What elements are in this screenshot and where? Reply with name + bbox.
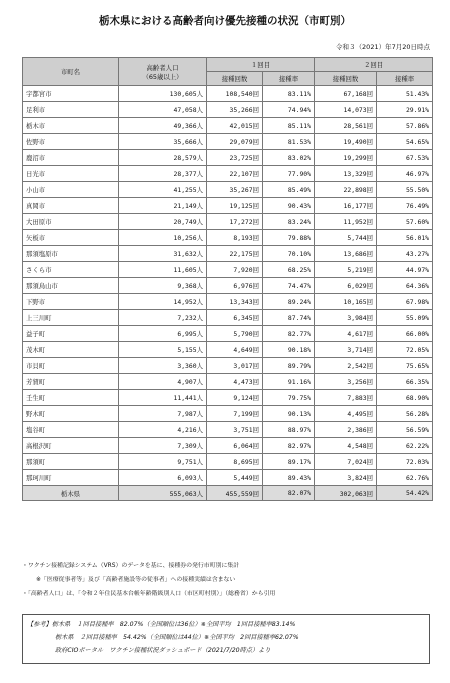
cell-dose2-count: 14,073回 <box>315 102 377 118</box>
cell-dose1-rate: 81.53% <box>263 134 315 150</box>
table-row <box>23 166 433 182</box>
cell-dose2-rate: 51.43% <box>377 86 433 102</box>
cell-dose2-rate: 57.86% <box>377 118 433 134</box>
cell-dose1-count: 19,125回 <box>207 198 263 214</box>
cell-population: 4,216人 <box>119 422 207 438</box>
cell-dose1-count: 5,790回 <box>207 326 263 342</box>
cell-dose1-rate: 89.43% <box>263 470 315 486</box>
cell-dose1-count: 3,017回 <box>207 358 263 374</box>
cell-municipality: 真岡市 <box>23 198 119 214</box>
cell-dose1-count: 3,751回 <box>207 422 263 438</box>
cell-dose1-count: 8,193回 <box>207 230 263 246</box>
cell-dose2-count: 28,561回 <box>315 118 377 134</box>
header-dose2: ２回目 <box>315 58 433 72</box>
cell-municipality: 上三川町 <box>23 310 119 326</box>
cell-municipality: 芳賀町 <box>23 374 119 390</box>
cell-municipality: 下野市 <box>23 294 119 310</box>
cell-population: 35,666人 <box>119 134 207 150</box>
cell-municipality: 日光市 <box>23 166 119 182</box>
table-row <box>23 310 433 326</box>
cell-dose1-count: 4,473回 <box>207 374 263 390</box>
cell-population: 49,366人 <box>119 118 207 134</box>
cell-dose2-count: 302,063回 <box>315 486 377 501</box>
cell-municipality: さくら市 <box>23 262 119 278</box>
table-body <box>23 86 433 501</box>
cell-population: 3,360人 <box>119 358 207 374</box>
table-row <box>23 294 433 310</box>
cell-dose2-rate: 66.35% <box>377 374 433 390</box>
cell-population: 130,605人 <box>119 86 207 102</box>
cell-dose1-rate: 79.75% <box>263 390 315 406</box>
cell-municipality: 那珂川町 <box>23 470 119 486</box>
cell-dose2-rate: 56.01% <box>377 230 433 246</box>
notes <box>22 559 432 601</box>
table-row <box>23 230 433 246</box>
cell-dose1-rate: 82.07% <box>263 486 315 501</box>
cell-dose2-count: 4,548回 <box>315 438 377 454</box>
table-row <box>23 262 433 278</box>
table-row <box>23 118 433 134</box>
cell-dose2-count: 22,898回 <box>315 182 377 198</box>
cell-population: 11,605人 <box>119 262 207 278</box>
cell-dose1-rate: 82.77% <box>263 326 315 342</box>
cell-municipality: 足利市 <box>23 102 119 118</box>
cell-dose2-rate: 62.22% <box>377 438 433 454</box>
header-dose2-count: 接種回数 <box>315 72 377 86</box>
cell-dose1-rate: 68.25% <box>263 262 315 278</box>
cell-dose1-rate: 83.02% <box>263 150 315 166</box>
cell-municipality: 佐野市 <box>23 134 119 150</box>
cell-dose1-rate: 83.24% <box>263 214 315 230</box>
table-row <box>23 406 433 422</box>
cell-municipality: 高根沢町 <box>23 438 119 454</box>
cell-municipality: 茂木町 <box>23 342 119 358</box>
cell-municipality: 大田原市 <box>23 214 119 230</box>
cell-dose1-rate: 74.94% <box>263 102 315 118</box>
cell-dose2-count: 13,686回 <box>315 246 377 262</box>
table-row <box>23 342 433 358</box>
table-row <box>23 326 433 342</box>
cell-dose1-rate: 89.79% <box>263 358 315 374</box>
cell-dose2-rate: 29.91% <box>377 102 433 118</box>
cell-dose1-count: 4,649回 <box>207 342 263 358</box>
cell-dose2-count: 7,024回 <box>315 454 377 470</box>
header-population-line2: （65歳以上） <box>142 72 183 81</box>
cell-dose2-rate: 67.53% <box>377 150 433 166</box>
cell-municipality: 矢板市 <box>23 230 119 246</box>
as-of-date: 令和３（2021）年7月20日時点 <box>336 43 430 51</box>
cell-dose1-count: 108,540回 <box>207 86 263 102</box>
cell-municipality: 小山市 <box>23 182 119 198</box>
table-row <box>23 422 433 438</box>
cell-municipality: 塩谷町 <box>23 422 119 438</box>
cell-dose2-count: 3,256回 <box>315 374 377 390</box>
cell-dose2-count: 11,952回 <box>315 214 377 230</box>
header-dose2-rate: 接種率 <box>377 72 433 86</box>
cell-dose2-count: 2,386回 <box>315 422 377 438</box>
cell-dose2-count: 7,883回 <box>315 390 377 406</box>
cell-dose1-count: 455,559回 <box>207 486 263 501</box>
table-row <box>23 390 433 406</box>
cell-dose2-rate: 54.42% <box>377 486 433 501</box>
cell-dose2-count: 6,029回 <box>315 278 377 294</box>
cell-dose1-count: 35,267回 <box>207 182 263 198</box>
note-source: ・ワクチン接種記録システム（VRS）のデータを基に、接種券の発行市町別に集計 <box>22 563 240 569</box>
cell-dose2-count: 4,495回 <box>315 406 377 422</box>
cell-dose2-count: 2,542回 <box>315 358 377 374</box>
cell-population: 31,632人 <box>119 246 207 262</box>
cell-dose2-rate: 64.36% <box>377 278 433 294</box>
cell-dose2-count: 3,824回 <box>315 470 377 486</box>
cell-municipality: 益子町 <box>23 326 119 342</box>
cell-population: 9,368人 <box>119 278 207 294</box>
cell-dose1-count: 9,124回 <box>207 390 263 406</box>
cell-dose2-count: 19,299回 <box>315 150 377 166</box>
cell-population: 5,155人 <box>119 342 207 358</box>
table-row <box>23 86 433 102</box>
table-row <box>23 102 433 118</box>
cell-dose2-rate: 62.76% <box>377 470 433 486</box>
cell-dose2-rate: 57.60% <box>377 214 433 230</box>
cell-population: 7,309人 <box>119 438 207 454</box>
note-population: ・「高齢者人口」は、「令和２年住民基本台帳年齢階級別人口（市区町村別）」（総務省）から引用 <box>22 591 276 597</box>
cell-dose2-rate: 66.00% <box>377 326 433 342</box>
table-row <box>23 198 433 214</box>
header-municipality: 市町名 <box>23 58 119 86</box>
cell-dose1-rate: 85.11% <box>263 118 315 134</box>
cell-dose2-rate: 67.98% <box>377 294 433 310</box>
cell-population: 11,441人 <box>119 390 207 406</box>
cell-dose1-rate: 70.10% <box>263 246 315 262</box>
cell-dose2-rate: 55.09% <box>377 310 433 326</box>
cell-dose2-rate: 68.90% <box>377 390 433 406</box>
reference-line3: 政府CIOポータル ワクチン接種状況ダッシュボード（2021/7/20時点）より <box>55 647 271 654</box>
cell-dose1-rate: 91.16% <box>263 374 315 390</box>
table-row <box>23 358 433 374</box>
vaccination-table <box>22 57 433 501</box>
table-row <box>23 374 433 390</box>
cell-dose1-count: 7,199回 <box>207 406 263 422</box>
cell-dose1-rate: 90.43% <box>263 198 315 214</box>
cell-dose1-count: 6,345回 <box>207 310 263 326</box>
cell-dose2-count: 10,165回 <box>315 294 377 310</box>
header-population-line1: 高齢者人口 <box>146 63 179 72</box>
table-row <box>23 246 433 262</box>
note-exclusion: ※「医療従事者等」及び「高齢者施設等の従事者」への接種実績は含まない <box>36 577 236 583</box>
cell-population: 4,907人 <box>119 374 207 390</box>
cell-dose1-count: 22,175回 <box>207 246 263 262</box>
cell-dose2-count: 13,329回 <box>315 166 377 182</box>
cell-dose1-count: 5,449回 <box>207 470 263 486</box>
cell-municipality: 野木町 <box>23 406 119 422</box>
cell-dose2-rate: 44.97% <box>377 262 433 278</box>
cell-dose1-count: 6,976回 <box>207 278 263 294</box>
cell-population: 28,579人 <box>119 150 207 166</box>
cell-dose1-rate: 88.97% <box>263 422 315 438</box>
cell-municipality: 栃木市 <box>23 118 119 134</box>
cell-municipality: 市貝町 <box>23 358 119 374</box>
cell-population: 14,952人 <box>119 294 207 310</box>
header-dose1-count: 接種回数 <box>207 72 263 86</box>
cell-municipality: 栃木県 <box>23 486 119 501</box>
cell-dose1-rate: 83.11% <box>263 86 315 102</box>
reference-line2: 栃木県 ２回目接種率 54.42%（全国順位は44位）※全国平均 2回目接種率62.07% <box>55 634 299 641</box>
cell-population: 6,995人 <box>119 326 207 342</box>
cell-dose1-rate: 74.47% <box>263 278 315 294</box>
cell-dose2-count: 5,744回 <box>315 230 377 246</box>
cell-dose1-count: 22,107回 <box>207 166 263 182</box>
cell-dose1-rate: 85.49% <box>263 182 315 198</box>
cell-dose1-rate: 90.18% <box>263 342 315 358</box>
cell-dose2-count: 67,168回 <box>315 86 377 102</box>
header-dose1: １回目 <box>207 58 315 72</box>
header-population <box>119 58 207 86</box>
reference-line1: 【参考】栃木県 １回目接種率 82.07%（全国順位は36位）※全国平均 1回目接種率83.14% <box>27 621 296 628</box>
cell-population: 28,377人 <box>119 166 207 182</box>
cell-dose1-count: 35,266回 <box>207 102 263 118</box>
cell-dose2-rate: 76.49% <box>377 198 433 214</box>
cell-population: 6,093人 <box>119 470 207 486</box>
cell-dose2-rate: 56.59% <box>377 422 433 438</box>
table-row <box>23 454 433 470</box>
cell-dose2-count: 16,177回 <box>315 198 377 214</box>
cell-population: 9,751人 <box>119 454 207 470</box>
cell-dose1-count: 6,064回 <box>207 438 263 454</box>
cell-population: 10,256人 <box>119 230 207 246</box>
cell-dose1-rate: 87.74% <box>263 310 315 326</box>
cell-dose2-count: 19,490回 <box>315 134 377 150</box>
cell-dose1-count: 23,725回 <box>207 150 263 166</box>
cell-population: 21,149人 <box>119 198 207 214</box>
cell-municipality: 那須町 <box>23 454 119 470</box>
table-row <box>23 134 433 150</box>
table-row <box>23 470 433 486</box>
cell-dose2-count: 3,984回 <box>315 310 377 326</box>
cell-dose2-count: 3,714回 <box>315 342 377 358</box>
cell-dose1-count: 29,079回 <box>207 134 263 150</box>
table-row <box>23 214 433 230</box>
cell-dose2-rate: 46.97% <box>377 166 433 182</box>
cell-dose1-rate: 82.97% <box>263 438 315 454</box>
cell-dose2-rate: 55.50% <box>377 182 433 198</box>
cell-dose2-count: 5,219回 <box>315 262 377 278</box>
cell-population: 47,058人 <box>119 102 207 118</box>
cell-municipality: 宇都宮市 <box>23 86 119 102</box>
cell-municipality: 那須烏山市 <box>23 278 119 294</box>
cell-dose1-count: 7,920回 <box>207 262 263 278</box>
cell-dose1-count: 13,343回 <box>207 294 263 310</box>
cell-dose2-rate: 43.27% <box>377 246 433 262</box>
cell-population: 7,232人 <box>119 310 207 326</box>
cell-population: 20,749人 <box>119 214 207 230</box>
cell-dose2-rate: 72.03% <box>377 454 433 470</box>
cell-dose1-rate: 77.90% <box>263 166 315 182</box>
cell-dose1-rate: 90.13% <box>263 406 315 422</box>
cell-dose2-rate: 75.65% <box>377 358 433 374</box>
cell-municipality: 壬生町 <box>23 390 119 406</box>
cell-dose2-rate: 54.65% <box>377 134 433 150</box>
cell-dose1-count: 42,015回 <box>207 118 263 134</box>
total-row <box>23 486 433 501</box>
cell-municipality: 那須塩原市 <box>23 246 119 262</box>
cell-dose1-count: 17,272回 <box>207 214 263 230</box>
cell-dose1-rate: 89.17% <box>263 454 315 470</box>
page-title: 栃木県における高齢者向け優先接種の状況（市町別） <box>99 15 351 27</box>
reference-box <box>22 614 430 664</box>
cell-population: 7,987人 <box>119 406 207 422</box>
cell-dose1-rate: 89.24% <box>263 294 315 310</box>
table-row <box>23 182 433 198</box>
cell-population: 555,063人 <box>119 486 207 501</box>
cell-dose2-count: 4,617回 <box>315 326 377 342</box>
cell-municipality: 鹿沼市 <box>23 150 119 166</box>
table-row <box>23 278 433 294</box>
cell-dose2-rate: 72.05% <box>377 342 433 358</box>
table-row <box>23 150 433 166</box>
cell-dose2-rate: 56.28% <box>377 406 433 422</box>
header-dose1-rate: 接種率 <box>263 72 315 86</box>
cell-dose1-rate: 79.88% <box>263 230 315 246</box>
table-row <box>23 438 433 454</box>
cell-population: 41,255人 <box>119 182 207 198</box>
cell-dose1-count: 8,695回 <box>207 454 263 470</box>
